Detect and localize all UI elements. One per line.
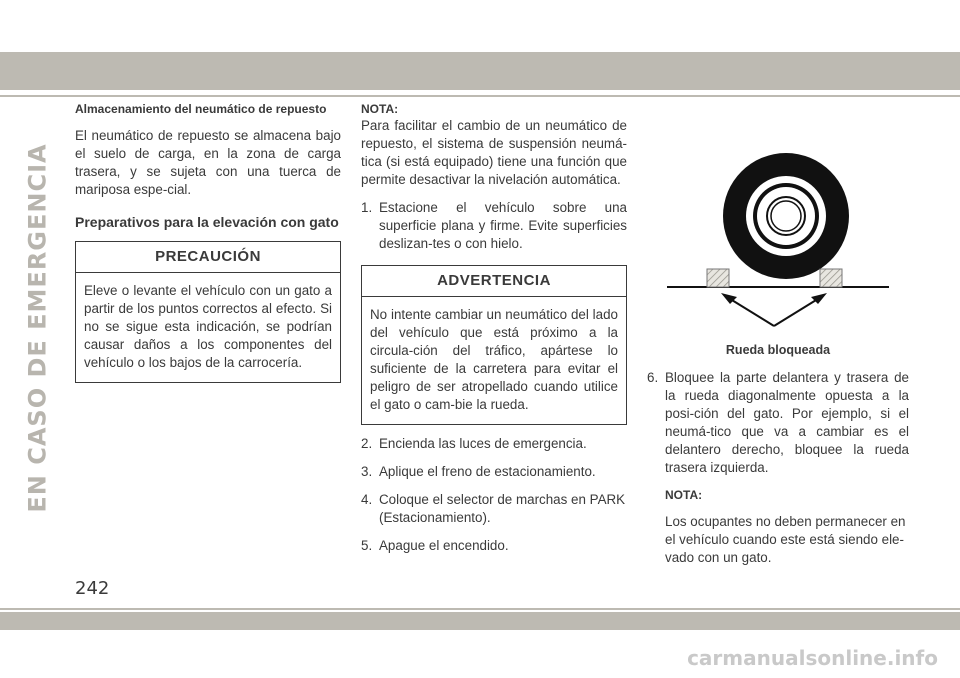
section-side-tab bbox=[18, 108, 58, 548]
step-text: Coloque el selector de marchas en PARK (Estacionamiento). bbox=[379, 492, 626, 525]
footer-rule bbox=[0, 608, 960, 610]
warning-body: No intente cambiar un neumático del lado del vehículo que está próximo a la circula-ción del tráfico, apártese lo suficiente de la carretera para evitar el peligro de ser atropellado cuando utilice el gato o cam-bie la rueda. bbox=[370, 307, 618, 412]
page-number: 242 bbox=[75, 578, 110, 599]
step-text: Aplique el freno de estacionamiento. bbox=[379, 464, 596, 479]
column-left bbox=[75, 101, 341, 383]
list-item bbox=[647, 369, 909, 477]
list-item bbox=[361, 463, 627, 481]
arrow-icons bbox=[721, 293, 827, 326]
step-number: 2. bbox=[361, 436, 373, 451]
column-right bbox=[647, 101, 909, 567]
step-number: 5. bbox=[361, 538, 373, 553]
caution-title: PRECAUCIÓN bbox=[76, 242, 340, 273]
warning-title: ADVERTENCIA bbox=[362, 266, 626, 297]
steps-list-c bbox=[647, 369, 909, 477]
steps-list-b bbox=[361, 435, 627, 555]
header-rule bbox=[0, 95, 960, 97]
list-item bbox=[361, 491, 627, 527]
step-number: 3. bbox=[361, 464, 373, 479]
watermark: carmanualsonline.info bbox=[687, 646, 938, 670]
step-text: Apague el encendido. bbox=[379, 538, 509, 553]
step-number: 6. bbox=[647, 370, 659, 385]
chock-left-icon bbox=[707, 269, 729, 287]
step-text: Bloquee la parte delantera y trasera de la rueda diagonalmente opuesta a la posi-ción del gato. Por ejemplo, si el neumá-tico que va a cambiar es el delantero derecho, bloquee la rueda trasera izquierda. bbox=[665, 370, 909, 475]
caution-box bbox=[75, 241, 341, 383]
section-title: EN CASO DE EMERGENCIA bbox=[24, 143, 52, 513]
note-label: NOTA: bbox=[665, 488, 703, 502]
step-number: 4. bbox=[361, 492, 373, 507]
wheel-chock-illustration bbox=[647, 101, 909, 341]
step-number: 1. bbox=[361, 200, 373, 215]
chock-right-icon bbox=[820, 269, 842, 287]
note-body: Los ocupantes no deben permanecer en el vehículo cuando este está siendo ele-vado con un gato. bbox=[665, 514, 906, 565]
step-text: Estacione el vehículo sobre una superficie plana y firme. Evite superficies deslizan-tes o con hielo. bbox=[379, 200, 627, 251]
figure-caption: Rueda bloqueada bbox=[725, 343, 831, 357]
wheel-chock-figure bbox=[647, 101, 909, 341]
steps-list-a bbox=[361, 199, 627, 253]
column-middle bbox=[361, 101, 627, 555]
list-item bbox=[361, 199, 627, 253]
note-label: NOTA: bbox=[361, 102, 399, 116]
caution-body: Eleve o levante el vehículo con un gato a partir de los puntos correctos al efecto. Si no se sigue esta indicación, se podrían causar daños a los componentes del vehículo o los bajos de la carrocería. bbox=[84, 283, 332, 370]
list-item bbox=[361, 435, 627, 453]
footer-band bbox=[0, 612, 960, 630]
header-band bbox=[0, 52, 960, 90]
list-item bbox=[361, 537, 627, 555]
paragraph-spare-storage: El neumático de repuesto se almacena bajo el suelo de carga, en la zona de carga trasera, y se sujeta con una tuerca de mariposa espe-cial. bbox=[75, 128, 341, 197]
heading-spare-storage: Almacenamiento del neumático de repuesto bbox=[75, 102, 327, 116]
step-text: Encienda las luces de emergencia. bbox=[379, 436, 587, 451]
note-body: Para facilitar el cambio de un neumático de repuesto, el sistema de suspensión neumá-tica (si está equipado) tiene una función que permite desactivar la nivelación automática. bbox=[361, 118, 627, 187]
heading-jack-prep: Preparativos para la elevación con gato bbox=[75, 214, 339, 230]
warning-box bbox=[361, 265, 627, 425]
